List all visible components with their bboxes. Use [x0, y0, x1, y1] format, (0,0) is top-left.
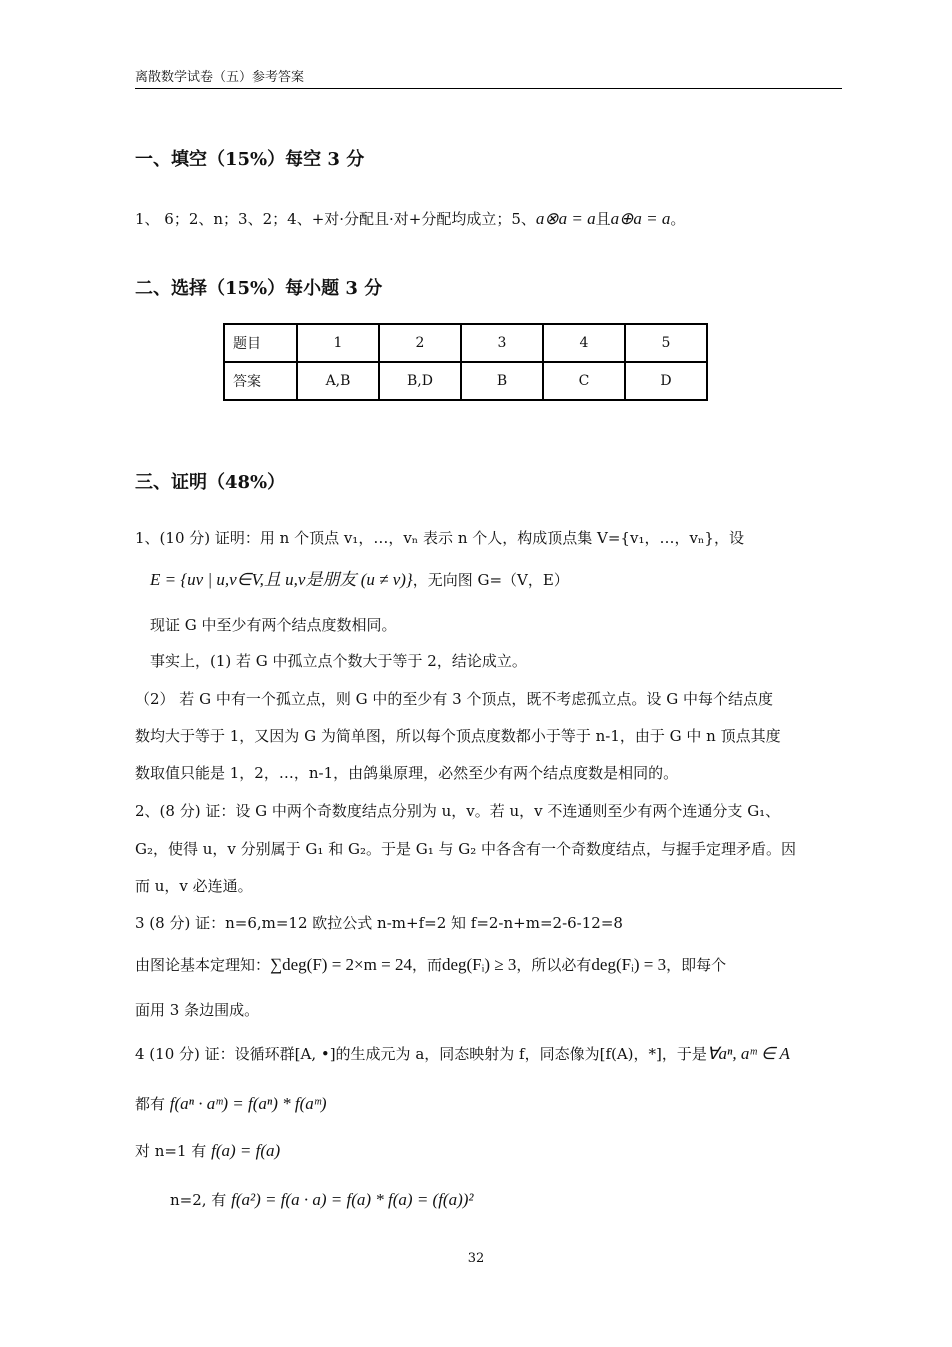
- proof3-formula-3: deg(Fᵢ) = 3: [591, 955, 667, 974]
- proof3-line2-c: ，所以必有: [516, 956, 592, 974]
- proof3-line3: 面用 3 条边围成。: [135, 1001, 260, 1019]
- section2-title: 二、选择（15%）每小题 3 分: [135, 278, 383, 299]
- proof4-line1-text: 4 (10 分) 证：设循环群[A, •]的生成元为 a，同态映射为 f，同态像为[f(A)，*]，于是: [135, 1045, 707, 1063]
- proof3-formula-1: ∑deg(F) = 2×m = 24: [270, 955, 412, 974]
- question-cell: 4: [543, 324, 625, 362]
- proof4-line2-a: 都有: [135, 1095, 166, 1113]
- section1-formula-2: a⊕a = a: [610, 209, 671, 228]
- question-cell: 1: [297, 324, 379, 362]
- question-cell: 5: [625, 324, 707, 362]
- proof4-line1: [135, 1044, 790, 1064]
- section1-title: 一、填空（15%）每空 3 分: [135, 149, 365, 170]
- table-row-questions: [224, 324, 707, 362]
- proof4-line4-a: n=2, 有: [170, 1191, 227, 1209]
- question-cell: 3: [461, 324, 543, 362]
- section1-answer-end: 。: [670, 210, 686, 228]
- row-header-questions: 题目: [224, 324, 297, 362]
- proof3-line1: 3 (8 分) 证：n=6,m=12 欧拉公式 n-m+f=2 知 f=2-n+m=2-6-12=8: [135, 914, 623, 932]
- section1-answer-and: 且: [595, 210, 611, 228]
- page-header: [135, 66, 842, 89]
- answer-cell: B: [461, 362, 543, 400]
- proof1-line1: 1、(10 分) 证明：用 n 个顶点 v₁，…，vₙ 表示 n 个人，构成顶点集 V={v₁，…，vₙ}，设: [135, 529, 744, 547]
- section1-formula-1: a⊗a = a: [535, 209, 596, 228]
- answer-cell: A,B: [297, 362, 379, 400]
- proof3-line2-d: ，即每个: [666, 956, 727, 974]
- table-row-answers: [224, 362, 707, 400]
- page-number: 32: [467, 1251, 485, 1266]
- proof1-line5: （2） 若 G 中有一个孤立点，则 G 中的至少有 3 个顶点，既不考虑孤立点。设 G 中每个结点度: [135, 690, 773, 708]
- proof1-formula-tail: ，无向图 G=（V，E）: [412, 571, 569, 589]
- proof3-line2: [135, 955, 726, 975]
- answer-cell: C: [543, 362, 625, 400]
- proof3-line2-b: ，而: [411, 956, 442, 974]
- header-title: 离散数学试卷（五）参考答案: [135, 70, 305, 85]
- answer-cell: D: [625, 362, 707, 400]
- proof4-formula-3: f(a) = f(a): [211, 1141, 281, 1160]
- proof2-line1: 2、(8 分) 证：设 G 中两个奇数度结点分别为 u，v。若 u，v 不连通则至少有两个连通分支 G₁、: [135, 802, 781, 820]
- proof4-line3-a: 对 n=1 有: [135, 1142, 207, 1160]
- section1-answer-prefix: 1、 6；2、n；3、2；4、+对·分配且·对+分配均成立；5、: [135, 210, 536, 228]
- proof2-line2: G₂，使得 u，v 分别属于 G₁ 和 G₂。于是 G₁ 与 G₂ 中各含有一个奇数度结点，与握手定理矛盾。因: [135, 840, 797, 858]
- proof1-line3: 现证 G 中至少有两个结点度数相同。: [150, 616, 397, 634]
- row-header-answers: 答案: [224, 362, 297, 400]
- proof4-line2: [135, 1094, 327, 1114]
- proof1-line4: 事实上，(1) 若 G 中孤立点个数大于等于 2，结论成立。: [150, 652, 527, 670]
- section3-title: 三、证明（48%）: [135, 472, 286, 493]
- proof4-formula-1: ∀aⁿ, aᵐ ∈ A: [706, 1044, 790, 1063]
- answer-cell: B,D: [379, 362, 461, 400]
- answer-table: [223, 323, 708, 401]
- proof1-line6: 数均大于等于 1，又因为 G 为简单图，所以每个顶点度数都小于等于 n-1，由于 G 中 n 顶点其度: [135, 727, 781, 745]
- question-cell: 2: [379, 324, 461, 362]
- proof1-formula: E = {uv | u,v∈V,且 u,v是朋友 (u ≠ v)}: [150, 570, 413, 589]
- proof3-line2-a: 由图论基本定理知：: [135, 956, 271, 974]
- proof4-formula-4: f(a²) = f(a · a) = f(a) * f(a) = (f(a))²: [231, 1190, 474, 1209]
- proof2-line3: 而 u，v 必连通。: [135, 877, 253, 895]
- proof4-line4: [170, 1190, 474, 1210]
- section1-answers: [135, 209, 685, 229]
- proof1-line2: [150, 570, 569, 590]
- proof4-line3: [135, 1141, 280, 1161]
- proof3-formula-2: deg(Fᵢ) ≥ 3: [441, 955, 517, 974]
- proof4-formula-2: f(aⁿ · aᵐ) = f(aⁿ) * f(aᵐ): [169, 1094, 327, 1113]
- proof1-line7: 数取值只能是 1，2，…，n-1，由鸽巢原理，必然至少有两个结点度数是相同的。: [135, 764, 679, 782]
